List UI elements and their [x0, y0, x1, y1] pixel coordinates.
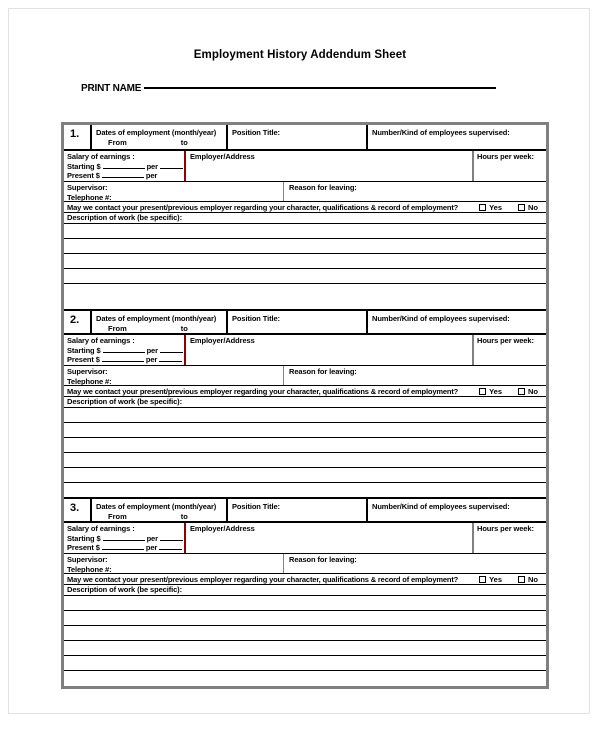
- supervisor-label: Supervisor:: [67, 183, 108, 192]
- per-label-present: per: [145, 543, 158, 552]
- employees-supervised-label: Number/Kind of employees supervised:: [372, 314, 510, 323]
- description-line[interactable]: [64, 641, 546, 656]
- hours-per-week-label: Hours per week:: [477, 152, 534, 161]
- be-specific-label: (be specific): [137, 585, 180, 594]
- supervisor-row: [64, 182, 546, 202]
- to-label: to: [180, 138, 188, 147]
- contact-question-label: May we contact your present/previous employer regarding your character, qualifications & record of employment?: [67, 202, 459, 212]
- present-per-blank[interactable]: [159, 549, 182, 550]
- description-line[interactable]: [64, 239, 546, 254]
- print-name-rule[interactable]: [144, 87, 496, 89]
- employment-block-1: [61, 122, 549, 314]
- starting-amount-blank[interactable]: [103, 352, 145, 353]
- position-title-cell[interactable]: [228, 499, 368, 521]
- telephone-label: Telephone #:: [67, 376, 112, 386]
- description-colon: :: [179, 585, 182, 594]
- position-title-label: Position Title:: [232, 314, 280, 323]
- employer-address-cell[interactable]: [186, 151, 472, 181]
- telephone-label: Telephone #:: [67, 192, 112, 202]
- description-line[interactable]: [64, 408, 546, 423]
- starting-salary-line[interactable]: [67, 162, 184, 172]
- description-line[interactable]: [64, 656, 546, 671]
- telephone-label: Telephone #:: [67, 564, 112, 574]
- dates-label: Dates of employment (month/year): [96, 314, 217, 323]
- yes-label: Yes: [489, 574, 502, 584]
- present-label: Present $: [67, 355, 100, 364]
- per-label-present: per: [145, 171, 158, 180]
- description-of-work-header: [64, 585, 546, 596]
- present-salary-line[interactable]: [67, 171, 184, 181]
- description-line[interactable]: [64, 423, 546, 438]
- present-salary-line[interactable]: [67, 355, 184, 365]
- block-header-row: [64, 125, 546, 151]
- to-label: to: [180, 324, 188, 333]
- starting-label: Starting $: [67, 533, 101, 543]
- checkbox-icon[interactable]: [479, 576, 486, 583]
- employer-address-cell[interactable]: [186, 335, 472, 365]
- salary-label: Salary of earnings :: [67, 524, 135, 533]
- yes-label: Yes: [489, 386, 502, 396]
- description-line[interactable]: [64, 453, 546, 468]
- description-line[interactable]: [64, 269, 546, 284]
- block-number: 1.: [64, 125, 92, 149]
- to-label: to: [180, 512, 188, 521]
- checkbox-icon[interactable]: [518, 204, 525, 211]
- contact-yes-option[interactable]: [479, 575, 502, 584]
- block-number: 2.: [64, 311, 92, 333]
- employees-supervised-cell[interactable]: [368, 125, 546, 149]
- position-title-label: Position Title:: [232, 128, 280, 137]
- no-label: No: [528, 574, 538, 584]
- page-title: Employment History Addendum Sheet: [193, 49, 407, 61]
- dates-label: Dates of employment (month/year): [96, 502, 217, 511]
- block-spacer: [61, 483, 549, 497]
- salary-label: Salary of earnings :: [67, 152, 135, 161]
- print-name-label: PRINT NAME: [81, 83, 142, 94]
- document-page: [8, 8, 590, 714]
- from-label: From: [108, 138, 127, 147]
- checkbox-icon[interactable]: [518, 576, 525, 583]
- present-salary-line[interactable]: [67, 543, 184, 553]
- salary-cell[interactable]: [64, 335, 186, 365]
- position-title-cell[interactable]: [228, 311, 368, 333]
- hours-per-week-cell[interactable]: [472, 335, 546, 365]
- checkbox-icon[interactable]: [479, 388, 486, 395]
- contact-yes-option[interactable]: [479, 387, 502, 396]
- hours-per-week-label: Hours per week:: [477, 336, 534, 345]
- contact-no-option[interactable]: [518, 203, 538, 212]
- from-to-labels: [96, 512, 226, 521]
- supervisor-cell[interactable]: [64, 554, 284, 573]
- dates-of-employment-cell[interactable]: [92, 311, 228, 333]
- reason-for-leaving-cell[interactable]: [284, 554, 546, 573]
- salary-label: Salary of earnings :: [67, 336, 135, 345]
- starting-salary-line[interactable]: [67, 534, 184, 544]
- yes-label: Yes: [489, 202, 502, 212]
- no-label: No: [528, 202, 538, 212]
- description-line[interactable]: [64, 254, 546, 269]
- per-label-starting: per: [146, 345, 158, 355]
- per-label-starting: per: [146, 161, 158, 171]
- salary-row: [64, 335, 546, 366]
- starting-per-blank[interactable]: [160, 540, 183, 541]
- employer-address-label: Employer/Address: [190, 336, 255, 345]
- present-per-blank[interactable]: [159, 361, 182, 362]
- description-colon: :: [179, 397, 182, 406]
- employment-block-2: [61, 309, 549, 498]
- starting-amount-blank[interactable]: [103, 540, 145, 541]
- description-line[interactable]: [64, 438, 546, 453]
- contact-permission-row: [64, 574, 546, 585]
- hours-per-week-cell[interactable]: [472, 523, 546, 553]
- salary-row: [64, 523, 546, 554]
- description-line[interactable]: [64, 611, 546, 626]
- be-specific-label: (be specific): [137, 397, 180, 406]
- block-header-row: [64, 497, 546, 523]
- description-label: Description of work: [67, 585, 138, 594]
- starting-label: Starting $: [67, 161, 101, 171]
- supervisor-cell[interactable]: [64, 366, 284, 385]
- contact-no-option[interactable]: [518, 387, 538, 396]
- no-label: No: [528, 386, 538, 396]
- from-label: From: [108, 324, 127, 333]
- supervisor-label: Supervisor:: [67, 555, 108, 564]
- contact-permission-row: [64, 386, 546, 397]
- position-title-cell[interactable]: [228, 125, 368, 149]
- from-label: From: [108, 512, 127, 521]
- salary-cell[interactable]: [64, 151, 186, 181]
- be-specific-label: (be specific): [137, 213, 180, 222]
- description-colon: :: [179, 213, 182, 222]
- position-title-label: Position Title:: [232, 502, 280, 511]
- checkbox-icon[interactable]: [518, 388, 525, 395]
- starting-amount-blank[interactable]: [103, 168, 145, 169]
- from-to-labels: [96, 324, 226, 333]
- description-label: Description of work: [67, 213, 138, 222]
- present-amount-blank[interactable]: [102, 177, 144, 178]
- contact-no-option[interactable]: [518, 575, 538, 584]
- employees-supervised-cell[interactable]: [368, 311, 546, 333]
- supervisor-row: [64, 554, 546, 574]
- reason-for-leaving-cell[interactable]: [284, 366, 546, 385]
- per-label-present: per: [145, 355, 158, 364]
- dates-of-employment-cell[interactable]: [92, 125, 228, 149]
- employer-address-label: Employer/Address: [190, 152, 255, 161]
- from-to-labels: [96, 138, 226, 147]
- block-spacer: [61, 295, 549, 309]
- description-label: Description of work: [67, 397, 138, 406]
- supervisor-row: [64, 366, 546, 386]
- employees-supervised-label: Number/Kind of employees supervised:: [372, 502, 510, 511]
- starting-label: Starting $: [67, 345, 101, 355]
- supervisor-cell[interactable]: [64, 182, 284, 201]
- hours-per-week-label: Hours per week:: [477, 524, 534, 533]
- supervisor-label: Supervisor:: [67, 367, 108, 376]
- description-line[interactable]: [64, 671, 546, 686]
- salary-cell[interactable]: [64, 523, 186, 553]
- present-label: Present $: [67, 171, 100, 180]
- description-line[interactable]: [64, 596, 546, 611]
- contact-yes-option[interactable]: [479, 203, 502, 212]
- salary-row: [64, 151, 546, 182]
- dates-of-employment-cell[interactable]: [92, 499, 228, 521]
- contact-question-label: May we contact your present/previous employer regarding your character, qualifications & record of employment?: [67, 386, 459, 396]
- per-label-starting: per: [146, 533, 158, 543]
- contact-permission-row: [64, 202, 546, 213]
- employees-supervised-cell[interactable]: [368, 499, 546, 521]
- starting-salary-line[interactable]: [67, 346, 184, 356]
- hours-per-week-cell[interactable]: [472, 151, 546, 181]
- checkbox-icon[interactable]: [479, 204, 486, 211]
- description-line[interactable]: [64, 224, 546, 239]
- employer-address-label: Employer/Address: [190, 524, 255, 533]
- block-header-row: [64, 309, 546, 335]
- reason-for-leaving-cell[interactable]: [284, 182, 546, 201]
- present-label: Present $: [67, 543, 100, 552]
- employees-supervised-label: Number/Kind of employees supervised:: [372, 128, 510, 137]
- starting-per-blank[interactable]: [160, 352, 183, 353]
- description-of-work-header: [64, 213, 546, 224]
- present-amount-blank[interactable]: [102, 549, 144, 550]
- description-line[interactable]: [64, 468, 546, 483]
- description-line[interactable]: [64, 626, 546, 641]
- block-number: 3.: [64, 499, 92, 521]
- present-amount-blank[interactable]: [102, 361, 144, 362]
- reason-for-leaving-label: Reason for leaving:: [289, 555, 357, 564]
- description-of-work-header: [64, 397, 546, 408]
- starting-per-blank[interactable]: [160, 168, 183, 169]
- dates-label: Dates of employment (month/year): [96, 128, 217, 137]
- employment-block-3: [61, 497, 549, 689]
- employer-address-cell[interactable]: [186, 523, 472, 553]
- reason-for-leaving-label: Reason for leaving:: [289, 183, 357, 192]
- print-name-field[interactable]: [81, 83, 521, 94]
- contact-question-label: May we contact your present/previous employer regarding your character, qualifications & record of employment?: [67, 574, 459, 584]
- reason-for-leaving-label: Reason for leaving:: [289, 367, 357, 376]
